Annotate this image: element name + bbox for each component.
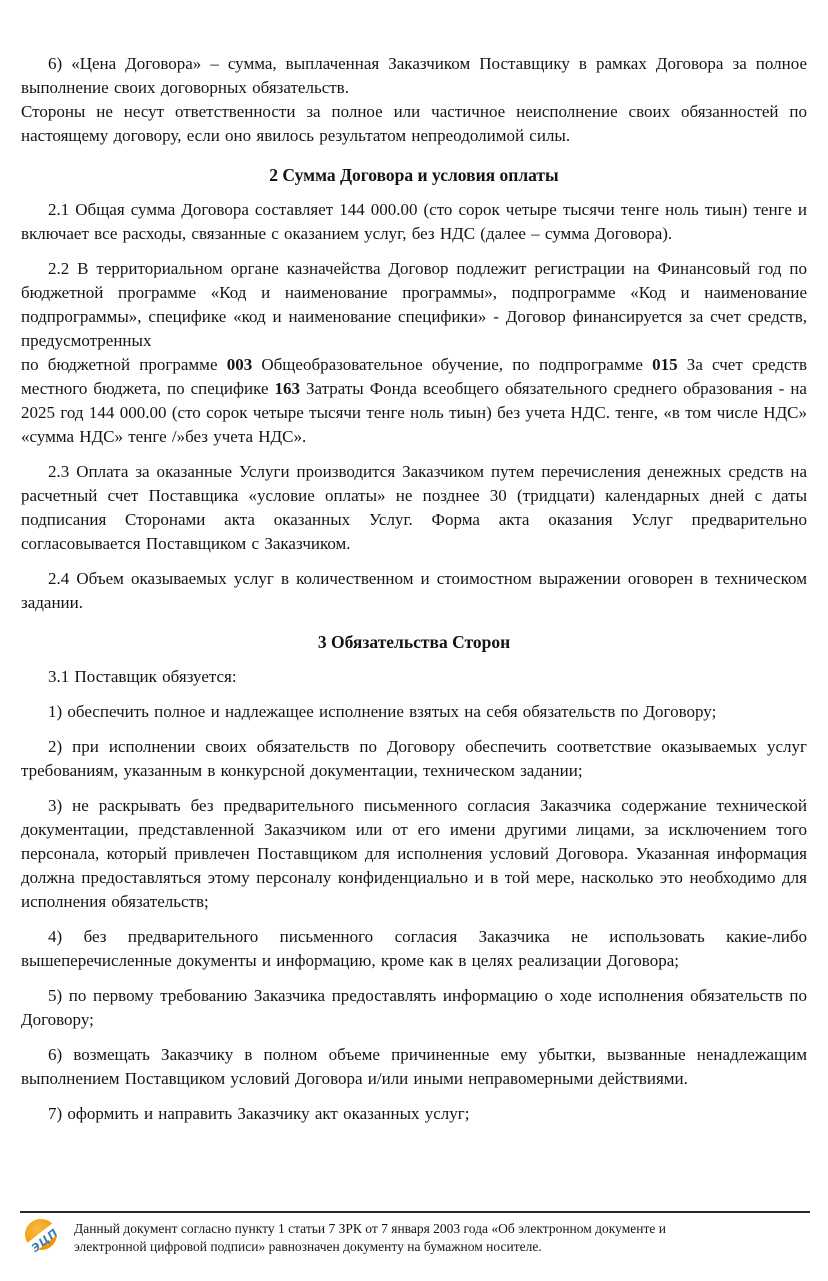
section-heading: 3 Обязательства Сторон — [317, 632, 511, 652]
contract-paragraph: 6) возмещать Заказчику в полном объеме причиненные ему убытки, вызванные ненадлежащим выполнением Поставщиком условий Договора и/или иными неправомерными действиями. — [21, 1045, 807, 1088]
contract-paragraph: 2) при исполнении своих обязательств по Договору обеспечить соответствие оказываемых услуг требованиям, указанным в конкурсной документации, техническом задании; — [21, 737, 807, 780]
section-heading: 2 Сумма Договора и условия оплаты — [269, 165, 559, 185]
contract-paragraph: 2.4 Объем оказываемых услуг в количественном и стоимостном выражении оговорен в техническом задании. — [21, 569, 807, 612]
contract-paragraph: 1) обеспечить полное и надлежащее исполнение взятых на себя обязательств по Договору; — [48, 702, 717, 721]
footer-row — [16, 1216, 812, 1261]
contract-paragraph: 4) без предварительного письменного согласия Заказчика не использовать какие-либо вышеперечисленные документы и информацию, кроме как в целях реализации Договора; — [21, 927, 807, 970]
document-body — [21, 52, 807, 1126]
contract-paragraph: 2.2 В территориальном органе казначейства Договор подлежит регистрации на Финансовый год по бюджетной программе «Код и наименование программы», подпрограмме «Код и наименование подпрограммы», специфике «код и наименование специфики» - Договор финансируется за счет средств, предусмотренных — [21, 259, 807, 350]
contract-paragraph: 7) оформить и направить Заказчику акт оказанных услуг; — [48, 1104, 470, 1123]
contract-paragraph: 3.1 Поставщик обязуется: — [48, 667, 237, 686]
contract-paragraph: 6) «Цена Договора» – сумма, выплаченная Заказчиком Поставщику в рамках Договора за полное выполнение своих договорных обязательств. — [21, 54, 807, 97]
document-page — [0, 52, 828, 1126]
contract-paragraph: 2.3 Оплата за оказанные Услуги производится Заказчиком путем перечисления денежных средств на расчетный счет Поставщика «условие оплаты» не позднее 30 (тридцати) календарных дней с даты подписания Сторонами акта оказанных Услуг. Форма акта оказания Услуг предварительно согласовывается Поставщиком с Заказчиком. — [21, 462, 807, 553]
document-footer — [0, 1211, 828, 1261]
contract-paragraph: 3) не раскрывать без предварительного письменного согласия Заказчика содержание технической документации, представленной Заказчиком или от его имени другими лицами, за исключением того персонала, который привлечен Поставщиком для исполнения условий Договора. Указанная информация должна предоставляться этому персоналу конфиденциально и в той мере, насколько это необходимо для исполнения обязательств; — [21, 796, 807, 911]
contract-paragraph: Стороны не несут ответственности за полное или частичное неисполнение своих обязанностей по настоящему договору, если оно явилось результатом непреодолимой силы. — [21, 102, 807, 145]
contract-paragraph: 5) по первому требованию Заказчика предоставлять информацию о ходе исполнения обязательств по Договору; — [21, 986, 807, 1029]
contract-paragraph: 2.1 Общая сумма Договора составляет 144 000.00 (сто сорок четыре тысячи тенге ноль тиын) тенге и включает все расходы, связанные с оказанием услуг, без НДС (далее – сумма Договора). — [21, 200, 807, 243]
footer-divider — [20, 1211, 810, 1213]
esign-logo-text: ЭЦП — [28, 1225, 62, 1256]
footer-note: Данный документ согласно пункту 1 статьи 7 ЗРК от 7 января 2003 года «Об электронном документе и электронной цифровой подписи» равнозначен документу на бумажном носителе. — [74, 1221, 666, 1254]
contract-paragraph: по бюджетной программе 003 Общеобразовательное обучение, по подпрограмме 015 За счет средств местного бюджета, по специфике 163 Затраты Фонда всеобщего обязательного среднего образования - на 2025 год 144 000.00 (сто сорок четыре тысячи тенге ноль тиын) без учета НДС. тенге, «в том числе НДС» «сумма НДС» тенге /»без учета НДС». — [21, 355, 807, 446]
esign-logo-icon — [22, 1219, 62, 1261]
